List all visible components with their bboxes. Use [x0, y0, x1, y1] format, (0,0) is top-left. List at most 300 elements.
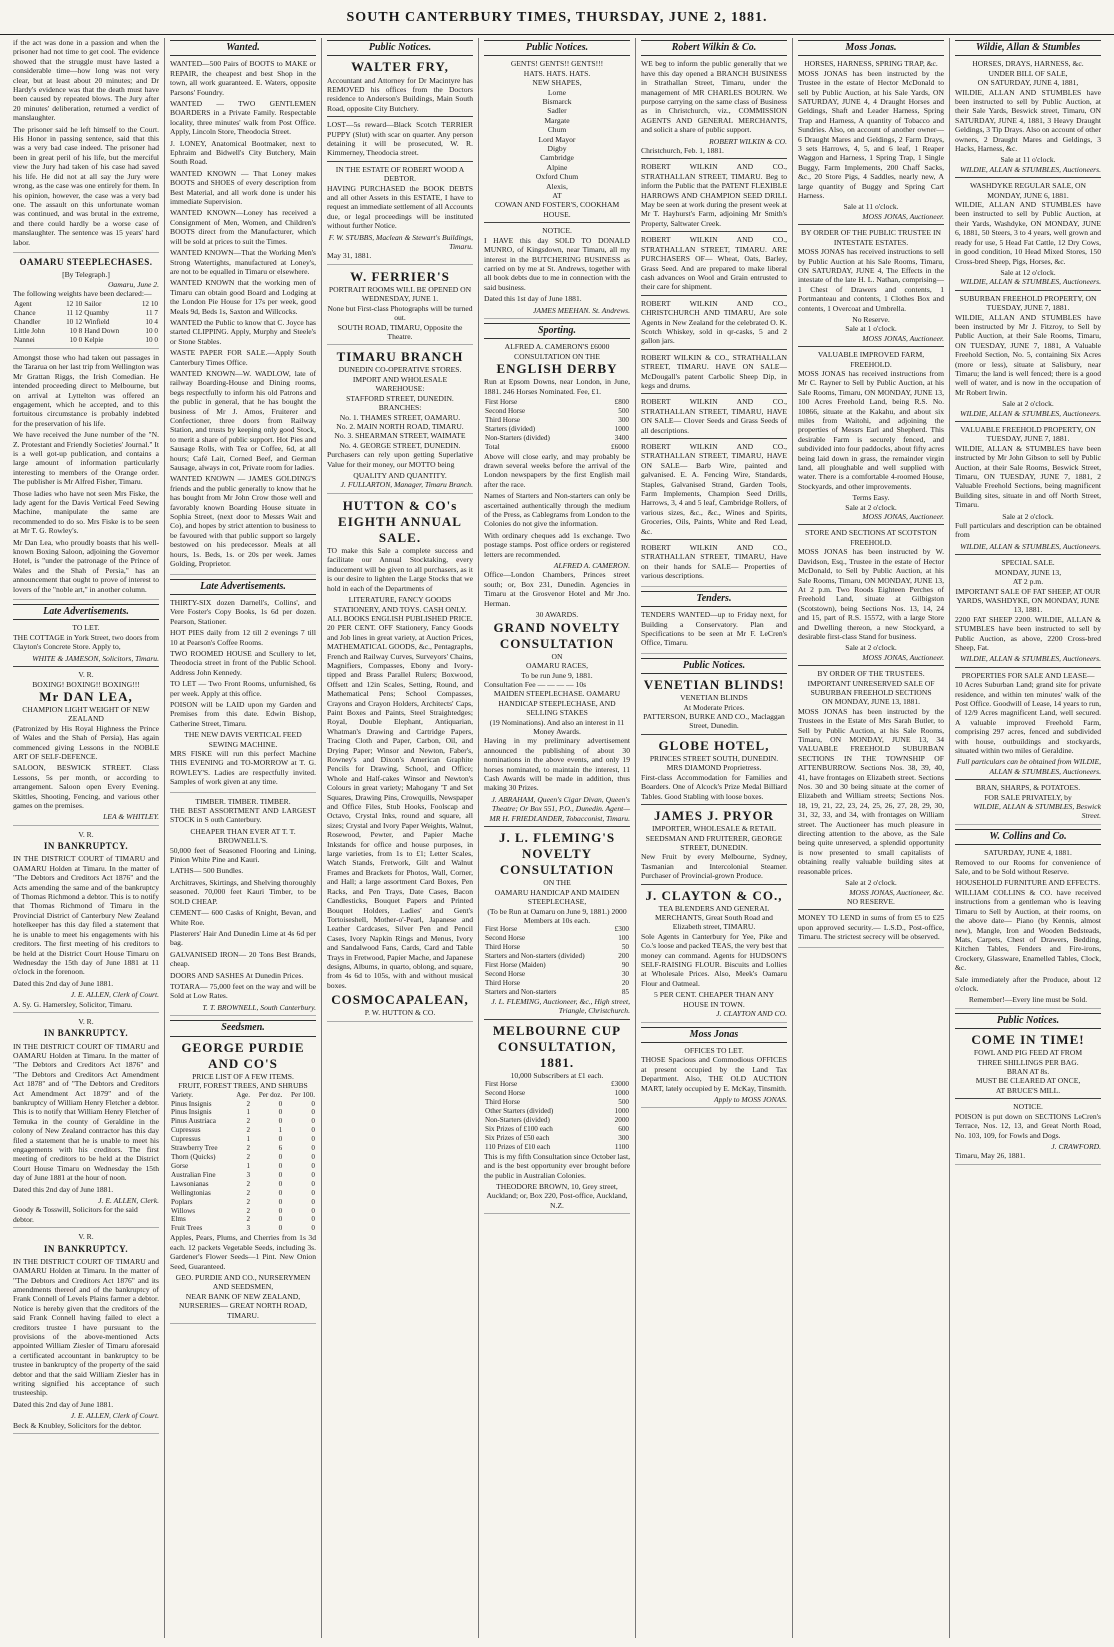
ad-heading: OAMARU RACES, [525, 661, 589, 671]
sale-text: MOSS JONAS has received instructions to sell by Public Auction at his Sale Rooms, Timaru, ON SATURDAY, JUNE 4, The Effects in the intestate of the late H. L. Nathan, comprising— 1 Chest of Drawers and contents, 1 Portmanteau and contents, 1 Clothes Box and contents, 1 Overcoat and Umbrella. [798, 247, 944, 313]
sale-signature: MOSS JONAS, Auctioneer. [862, 512, 944, 522]
ad-text: WE beg to inform the public generally that we have this day opened a BRANCH BUSINESS in Strathallan Street, Timaru, under the management of MR CHARLES BOURN. We purpose carrying on the same class of Business as in Christchurch, viz., COMMISSION AGENTS AND GENERAL MERCHANTS, and solicit a share of public support. [641, 59, 787, 135]
sale-signature: Full particulars can be obtained from WILDIE, ALLAN & STUMBLES, Auctioneers. [956, 757, 1101, 776]
table-row: Agent 12 10 Sailor 12 10 [14, 300, 158, 309]
table-row: Third Horse 20 [485, 978, 629, 987]
ad-heading: HATS. HATS. HATS. [523, 68, 591, 78]
table-row: Nannei 10 0 Kelpie 10 0 [14, 336, 158, 344]
ad-item: Architraves, Skirtings, and Shelving thoroughly seasoned. 70,000 feet Kauri Timber, to be SOLD CHEAP. [170, 877, 316, 906]
sale-time: Sale at 2 o'clock. [845, 502, 897, 512]
table-row: Third Horse 500 [485, 1098, 629, 1107]
table-row: Total £6000 [485, 442, 629, 451]
section-heading: Wildie, Allan & Stumbles [955, 40, 1101, 56]
sale-heading: BRAN, SHARPS, & POTATOES. [975, 783, 1081, 793]
bankruptcy-notice-2 [13, 1017, 159, 1228]
ad-date: Dated this 1st day of June 1881. [484, 294, 582, 304]
ad-item: 50,000 feet of Seasoned Flooring and Lining, Pinion White Pine and Kauri. [170, 845, 316, 865]
late-ad: THIRTY-SIX dozen Darnell's, Collins', and Vere Foster's Copy Books, 1s 6d per dozen. Pearson, Stationer. [170, 597, 316, 626]
sale-text: WILDIE, ALLAN AND STUMBLES have been instructed to sell by Public Auction, at their Yards, Washdyke, ON MONDAY, JUNE 6, 1881, 50 Steers, 3 to 4 years, well grown and ready for use, 5 Head Fat Cattle, 12 Dry Cows, in good condition, 10 Head Mixed Stores, 150 Cross-bred Sheep, Pigs, Horses, &c. [955, 200, 1101, 266]
notice-text: IN THE DISTRICT COURT of TIMARU and OAMARU Holden at Timaru. In the matter of "The Debtors and Creditors Act 1876" and the Acts amending the same and of the bankruptcy of Thomas Richmond a debtor. This is to notify that Thomas Richmond of Timaru in the Provincial District of Canterbury New Zealand hotelkeeper has this day filed a statement that he is unable to meet his engagements with his creditors. The first meeting of his creditors to be held at the District Court House Timaru on Wednesday the 15th day of June 1881 at 11 o'clock in the forenoon. [13, 854, 159, 977]
sale-text: FOR SALE PRIVATELY, by [984, 792, 1072, 802]
sale-time: Sale at 2 o'clock. [1002, 511, 1054, 521]
table-row: Non-Starters (divided) 2000 [485, 1116, 629, 1125]
bankruptcy-notice-1 [13, 830, 159, 1013]
ad-subtitle: FRUIT, FOREST TREES, AND SHRUBS [178, 1081, 308, 1091]
table-row: Pinus Insignis 1 0 0 [171, 1108, 315, 1117]
table-row: First Horse (Maiden) 90 [485, 961, 629, 970]
ad-text: Run at Epsom Downs, near London, in June, 1881. 246 Horses Nominated. Fee, £1. [484, 377, 630, 396]
wanted-ad: WANTED—500 Pairs of BOOTS to MAKE or REPAIR, the cheapest and best Shop in the town, all work guaranteed. E. Waters, opposite Parsons' Foundry. [170, 59, 316, 97]
public-notices-4 [955, 1013, 1101, 1165]
ad-text: To be run June 9, 1881. [521, 670, 593, 680]
sale-date: ON MONDAY, JUNE 13, 1881. [821, 697, 921, 707]
sale-time: AT 2 p.m. [1012, 577, 1044, 587]
branch-item: No. 4. GEORGE STREET, DUNEDIN. [339, 440, 461, 450]
ad-text: TO make this Sale a complete success and facilitate our Annual Stocktaking, every inducement will be given to all purchasers, as it is our desire to lighten the Large Stocks that we hold in each of the Departments of [327, 546, 473, 593]
sale-date: ON SATURDAY, JUNE 4, 1881, [977, 78, 1079, 88]
sale-date: MONDAY, JUNE 13, [994, 567, 1062, 577]
collins-ad [955, 829, 1101, 1009]
ad-heading: OAMARU HANDICAP AND MAIDEN STEEPLECHASE, [494, 887, 620, 907]
ad-title: HUTTON & CO's EIGHTH ANNUAL SALE. [338, 497, 462, 545]
ad-title: W. FERRIER'S [350, 268, 450, 284]
section-heading: Public Notices. [327, 40, 473, 56]
ad-item: CEMENT— 600 Casks of Knight, Bevan, and White Roe. [170, 908, 316, 927]
ad-text: New Fruit by every Melbourne, Sydney, Tasmanian and Intercolonial Steamer. Purchaser of Provincial-grown Produce. [641, 852, 787, 881]
wilkin-block: ROBERT WILKIN AND CO., CHRISTCHURCH AND TIMARU, Are sole Agents in New Zealand for the celebrated O. K. Scotch Whiskey, sold in qr-casks, 5 and 2 gallon jars. [641, 298, 787, 346]
section-heading: Wanted. [170, 40, 316, 56]
ad-text: None but First-class Photographs will be turned out. [327, 303, 473, 323]
hat-item: Cambridge [540, 153, 574, 163]
wilkin-block: ROBERT WILKIN AND CO., STRATHALLAN STREET, TIMARU, Have on their hands for SALE— Properties of various descriptions. [641, 543, 787, 581]
ad-signature: PATTERSON, BURKE AND CO., Maclaggan Street, Dunedin. [643, 712, 785, 731]
wanted-ad: WANTED KNOWN — That Loney makes BOOTS and SHOES of every description from Best Material, and all work done is under his immediate Supervision. [170, 168, 316, 207]
wanted-ad: WANTED KNOWN that the working men of Timaru can obtain good Board and Lodging at the London Pie House for 17s per week, good Meals 9d, Beds 1s, Saxton and Willcocks. [170, 278, 316, 316]
ad-address: SOUTH ROAD, TIMARU, Opposite the Theatre. [337, 322, 463, 341]
notice-dated: Dated this 2nd day of June 1881. [13, 1399, 114, 1409]
late-advertisements-2 [170, 579, 316, 793]
ad-text: ON [551, 651, 563, 661]
table-row: First Horse £800 [485, 398, 629, 407]
ad-title: VENETIAN BLINDS! [643, 677, 785, 693]
local-news [13, 353, 159, 600]
table-row: Wellingtonias 2 0 0 [171, 1188, 315, 1197]
sale-text: MOSS JONAS has been instructed by W. Davidson, Esq., Trustee in the estate of Hector McDonald, to Sell by Public Auction, at his Sale Rooms, Timaru, ON MONDAY, JUNE 13, At 2 p.m. Two Roods Eighteen Perches of Freehold Land, situate at Gilbigston (Scotstown), being Sections Nos. 13, 14, 24 and 15, part of R.S. 15572, with a large Store and Dwelling thereon, a new Stockyard, a desirable first-class Stand for business. [798, 547, 944, 641]
sale-heading: PROPERTIES FOR SALE AND LEASE— [961, 670, 1095, 680]
ad-text: Having in my preliminary advertisement announced the publishing of about 30 nominations in the above events, and only 19 horses nominated, to maintain the interest, 11 Cash Awards will be made in addition, thus making 30 Prizes. [484, 736, 630, 793]
ad-signature: GEO. PURDIE AND CO., NURSERYMEN AND SEEDSMEN, [175, 1272, 311, 1292]
ad-text: Above will close early, and may probably be drawn several weeks before the arrival of the London newspapers by the first English mail after the race. [484, 451, 630, 489]
ad-signature: THEODORE BROWN, 10, Grey street, Auckland; or, Box 220, Post-office, Auckland, N.Z. [486, 1181, 628, 1210]
sale-heading: WASHDYKE REGULAR SALE, ON MONDAY, JUNE 6, 1881. [969, 181, 1086, 200]
sale-heading: SPECIAL SALE. [1001, 558, 1055, 568]
table-row: Six Prizes of £100 each 600 [485, 1124, 629, 1133]
bankruptcy-notice-3 [13, 1232, 159, 1434]
table-row: Pinus Austriaca 2 0 0 [171, 1117, 315, 1126]
ad-heading: NOTICE. [1013, 1102, 1043, 1112]
weights-table [13, 300, 159, 345]
notice-text: IN THE DISTRICT COURT OF TIMARU and OAMARU Holden at Timaru. In the matter of "The Debtors and Creditors Act 1876" and "The Debtors and Creditors Act Amendment Act 1878" and of "The Debtors and Creditors Act Amendment Act 1879" and of the bankruptcy of William Henry Fletcher a debtor. This is to notify that William Henry Fletcher of Temuka in the county of Geraldine in the colony of New Zealand contractor has this day filed a statement that he is unable to meet his engagements with his creditors. The first meeting of creditors to be held at the District Court House Timaru on Wednesday the 15th day of June 1881 at the hour of noon. [13, 1041, 159, 1183]
ad-text: MRS DIAMOND Proprietress. [666, 763, 762, 773]
sale-note: NO RESERVE. [847, 896, 895, 906]
steeplechase-report [13, 257, 159, 349]
ad-title: TIMARU BRANCH [336, 349, 464, 365]
wilkin-block: ROBERT WILKIN AND CO., STRATHALLAN STREET, TIMARU, HAVE ON SALE— Barb Wire, painted and galvanised. E. A. Fencing Wire, Standards, Staples, Galvanised Strand, Garden Tools, Farm Implements, Champion Seed Drills, Harrows, 3, 4 and 5 leaf, Cambridge Rollers, of various sizes, &c., &c., Wines and Spirits, Groceries, Oils, Paints, White and Red Lead, &c. [641, 442, 787, 536]
ad-text: (To be Run at Oamaru on June 9, 1881.) 2000 Members at 10s each. [487, 906, 627, 925]
sale-text: WILDIE, ALLAN & STUMBLES have been instructed by Mr John Gibson to sell by Public Auction, at their Sale Rooms, Beswick Street, Timaru, ON TUESDAY, JUNE 7, 1881, 2 Valuable Freehold Sections, being magnificent Building sites, situate in and off North Street, Timaru. [955, 443, 1101, 510]
table-row: 110 Prizes of £10 each 1100 [485, 1142, 629, 1151]
wanted-ad: WANTED KNOWN—W. WADLOW, late of railway Boarding-House and Dining rooms, begs respectfully to inform his old Patrons and the public in general, that he has bought the business of Mr J. Amos, Fruiterer and Confectioner, three doors from Railway Station, and trusts by keeping only good Stock, to merit a share of public support. Hot Pies and Sausage Rolls, with Tea or Coffee, 6d, at all hours; Café Lait, Corned Beef, and German Sausage, always in cot, Private room for ladies. [170, 368, 316, 473]
ad-heading: NOTICE. [542, 226, 572, 236]
ad-title: COSMOCAPALEAN, [331, 992, 469, 1008]
sale-text: MOSS JONAS has been instructed by the Trustees in the Estate of Mrs Sarah Butler, to Sell by Public Auction, at his Sale Rooms, Timaru, ON MONDAY, JUNE 13, 34 VALUABLE FREEHOLD SUBURBAN SECTIONS IN THE TOWNSHIP OF ATTENBURROW. Sections Nos. 38, 39, 40, 41, have frontages on Elizabeth street. Sections Nos. 30 and 30 being situate at the corner of Elizabeth and William streets; Sections Nos. 18, 19, 21, 22, 23, 24, 25, 26, 27, 28, 29, 30, 31, 32, 33, and 34, with frontages on William street. The Auctioneer has much pleasure in directing attention to the above, as the Sale being quite unreserved, a splendid opportunity is now presented to small capitalists of obtaining really valuable building sites at reasonable prices. [798, 706, 944, 876]
prize-table [484, 1080, 630, 1151]
sale-heading: SUBURBAN FREEHOLD PROPERTY, ON TUESDAY, JUNE 7, 1881. [959, 293, 1097, 313]
prize-table [484, 398, 630, 452]
court-report-text: if the act was done in a passion and when the prisoner had not time to get cool. The evidence showed that the struggle must have lasted a considerable time—how long was not very clear, but at least about 20 minutes; and Dr Hardy's evidence was that the death must have been caused by repeated blows. The Jury after 20 minutes' deliberation, returned a verdict of manslaughter. [13, 38, 159, 123]
table-row: Lawsonianas 2 0 0 [171, 1179, 315, 1188]
ad-title: COME IN TIME! [971, 1032, 1085, 1048]
ad-subtitle: MAIDEN STEEPLECHASE. OAMARU HANDICAP STEEPLECHASE, AND SELLING STAKES [493, 689, 621, 718]
column-4 [479, 38, 636, 1638]
ad-text: I HAVE this day SOLD TO DONALD MUNRO, of Kingsdown, near Timaru, all my interest in the BUTCHERING BUSINESS as carried on by me at St. Andrews, together with all book debts due to me in connection with the said business. [484, 235, 630, 292]
ad-heading: 5 PER CENT. CHEAPER THAN ANY HOUSE IN TOWN. [654, 990, 774, 1009]
prize-table [484, 925, 630, 996]
ad-subtitle: CHAMPION LIGHT WEIGHT OF NEW ZEALAND [22, 705, 150, 724]
ad-signature: LEA & WHITLEY. [103, 812, 159, 822]
section-heading: Seedsmen. [170, 1020, 316, 1036]
ad-text: PORTRAIT ROOMS WILL BE OPENED ON WEDNESDAY, JUNE 1. [328, 284, 472, 304]
ad-heading: TIMBER. TIMBER. TIMBER. [195, 796, 291, 806]
hutton-ad [327, 498, 473, 1022]
table-row: Chandler 10 12 Winfield 10 4 [14, 318, 158, 327]
ad-item: LATHS— 500 Bundles. [170, 866, 244, 876]
hat-item: Oxford Chum [535, 172, 579, 182]
wilkin-block: ROBERT WILKIN AND CO., STRATHALLAN STREET, TIMARU. Beg to inform the Public that the PATENT FLEXIBLE HARROWS AND CHAMPION SEED DRILL May be seen at work during the present week at Mr T. Hayhurst's Farm, adjoining Mr Smith's Property, Saltwater Creek. [641, 162, 787, 228]
masthead [0, 0, 1114, 35]
ad-text: ON THE [543, 878, 571, 888]
sporting [484, 323, 630, 1214]
ferrier-ad [327, 269, 473, 346]
sale-note: Remember!—Every line must be Sold. [968, 995, 1088, 1005]
sale-text: 2200 FAT SHEEP 2200. WILDIE, ALLAN & STUMBLES have been instructed to sell by Public Auction, as above, 2200 Cross-bred Sheep, Fat. [955, 614, 1101, 652]
wanted-ad: WANTED the Public to know that C. Joyce has started CLIPPING. Apply, Murphy and Steele's or Stone Stables. [170, 317, 316, 346]
late-ad: MRS FISKE will run this perfect Machine THIS EVENING and TO-MORROW at T. G. ROWLEY'S. Ladies are respectfully invited. Samples of work given at any time. [170, 749, 316, 787]
ad-text: THREE SHILLINGS PER BAG. [977, 1057, 1079, 1067]
news-paragraph: Those ladies who have not seen Mrs Fiske, the lady agent for the Davis Vertical Feed Sewing Machine, manipulate the same are recommended to do so. Mrs Fiske is to be seen at Mr T. G. Rowley's. [13, 488, 159, 536]
section-heading: Tenders. [641, 591, 787, 607]
sale-signature: WILDIE, ALLAN & STUMBLES, Auctioneers. [960, 654, 1101, 664]
sale-heading: BY ORDER OF THE TRUSTEES. IMPORTANT UNRESERVED SALE OF SUBURBAN FREEHOLD SECTIONS [807, 669, 935, 697]
column-1 [8, 38, 165, 1638]
column-6 [793, 38, 950, 1638]
ad-text: (Patronized by His Royal Highness the Prince of Wales and the Shah of Persia), Has again commenced giving Lessons in the NOBLE ART OF SELF-DEFENCE. [13, 723, 159, 762]
ad-heading: IMPORT AND WHOLESALE [352, 374, 448, 384]
ad-subtitle: LITERATURE, FANCY GOODS STATIONERY, AND TOYS. CASH ONLY. ALL BOOKS ENGLISH PUBLISHED PRICE. [327, 595, 473, 623]
sale-signature: WILDIE, ALLAN & STUMBLES, Auctioneers. [960, 541, 1101, 551]
column-5 [636, 38, 793, 1638]
ad-text: This is my fifth Consultation since October last, and is the best opportunity ever brought before the public in Australian Colonies. [484, 1151, 630, 1180]
ad-text: 10,000 Subscribers at £1 each. [510, 1070, 604, 1080]
section-heading: Public Notices. [955, 1013, 1101, 1029]
wanted-ad: WANTED KNOWN—Loney has received a Consignment of Men, Women, and Children's BOOTS direct from the Manufacturer, which will be sold at prices to suit the Times. [170, 208, 316, 246]
sale-subheading: UNDER BILL OF SALE, [988, 68, 1068, 78]
ad-subtitle: PRICE LIST OF A FEW ITEMS. [192, 1071, 294, 1081]
notice-dated: Dated this 2nd day of June 1881. [13, 978, 114, 988]
sale-time: Sale at 2 o'clock. [845, 643, 897, 653]
seedsmen-ad [170, 1020, 316, 1324]
price-table [170, 1091, 316, 1234]
sale-signature: MOSS JONAS, Auctioneer. [862, 652, 944, 662]
wanted-ad: WASTE PAPER FOR SALE.—Apply South Canterbury Times Office. [170, 348, 316, 367]
sale-signature: WILDIE, ALLAN & STUMBLES, Beswick Street. [973, 802, 1101, 821]
table-row: Australian Fine 3 0 0 [171, 1170, 315, 1179]
ad-heading: WAREHOUSE: [375, 384, 425, 394]
sale-subheading: IMPORTANT SALE OF FAT SHEEP, AT OUR YARDS, WASHDYKE, ON MONDAY, JUNE 13, 1881. [955, 586, 1101, 615]
sale-heading: BY ORDER OF THE PUBLIC TRUSTEE IN INTESTATE ESTATES. [801, 228, 941, 247]
ad-signature: Apply to MOSS JONAS. [714, 1094, 787, 1104]
ad-title: JAMES J. PRYOR [653, 807, 775, 823]
sale-text: WILLIAM COLLINS & CO. have received instructions from a gentleman who is leaving Timaru to Sell by Auction, at their rooms, on the above date— Piano (by Kennis, almost new), Mangle, Iron and Wooden Bedsteads, Mats, Carpets, Chest of Drawers, Bedding, Kitchen Tables, Fenders and Fire-irons, Crockery, Glassware, Enamelled Tables, Clock, &c. [955, 887, 1101, 973]
ad-text: THOSE Spacious and Commodious OFFICES at present occupied by the Land Tax Department. Also, THE OLD AUCTION MART, lately occupied by E. McKay, Tinsmith. [641, 1055, 787, 1093]
wanted-ad: WANTED — TWO GENTLEMEN BOARDERS in a Private Family. Respectable locality, three minutes' walk from Post Office. Apply, Lincoln Store, Theodocia Street. [170, 99, 316, 137]
ad-title: J. CLAYTON & CO., [645, 887, 783, 903]
sale-signature: MOSS JONAS, Auctioneer. [862, 211, 944, 221]
sale-heading: HORSES, DRAYS, HARNESS, &c. [972, 59, 1084, 69]
ad-title: Mr DAN LEA, [39, 688, 133, 704]
ad-text: FOWL AND PIG FEED AT FROM [973, 1048, 1083, 1058]
ad-title: WALTER FRY, [351, 59, 449, 75]
steeplechase-title: OAMARU STEEPLECHASES. [19, 256, 153, 267]
news-paragraph: Mr Dan Lea, who proudly boasts that his well-known Boxing Saloon, adjoining the Governor Hotel, is "under the patronage of the Prince of Wales and the Shah of Persia," has an announcement that ought to prove of interest to lovers of the "noble art," in another column. [13, 537, 159, 594]
table-row: Little John 10 8 Hand Down 10 0 [14, 327, 158, 336]
ad-heading: ALFRED A. CAMERON'S £6000 CONSULTATION ON THE [504, 342, 610, 361]
table-row: Cupressus 2 1 0 [171, 1126, 315, 1135]
ad-heading: 30 AWARDS. [535, 610, 579, 620]
ad-text: AT BRUCE'S MILL. [995, 1085, 1061, 1095]
wilkin-block: ROBERT WILKIN & CO., STRATHALLAN STREET, TIMARU. HAVE ON SALE— McDougall's patent Carbolic Sheep Dip, in kegs and drums. [641, 352, 787, 390]
ad-text: 20 PER CENT. OFF Stationery, Fancy Goods and Job lines in great variety, at Auction Prices, MATHEMATICAL GOODS, &c., Pentagraphs, French and Railway Curves, Surveyors' Chains, Magnifiers, Compasses, Ebony and Ivory-tipped and Brass Parallel Rulers; Boxwood, Offsett and 12in Scales, Setting, Round, and Mathematical Pens; School Compasses, Crayons and Crayon Holders, Architects' Caps, Paint Boxes and Paints, Steel Straightedges; Royal, Double Elephant, Antiquarian, Whatman's Drawing and Cartridge Papers, Tracing Cloth and Paper, Carbon, Oil, and Drying Paper; Winsor and Newton, Faber's, Rowney's and Dixon's American Graphite Pencils for Drawing, School, and Office; Whole and Half-cakes Winsor and Newton's Colours in great variety; Mahogany 'T and Set Squares, Drawing Pins, Crowquills, Newspaper and Office Files, Stub Hooks, Foolscap and Octavo, Crystal Inks, round and square, all sizes; Crystal and Ivory Paper Weights, Walnut, Rosewood, Pewter, and Papier Mache Inkstands for office and house purposes, in large varieties, from 1s to £1; Letter Scales, Watch Stands, Fretwork, Gilt and Walnut Frames and Brackets for Photos, Wall, Corner, and Hall; a large assortment Card Boxes, Pen Racks, and Pen Trays, Date Cases, Bacon Candlesticks, Bouquet Papers and Printed Bouquet Holders, Ladies' and Gent's Tortoiseshell, Mother-o'-Pearl, Japanese and Leather Cardcases, Silver Pen and Pencil Cases, Ivory Napkin Rings and Menus, Ivory and Sandalwood Fans, Cards, Card and Table Trays in Fretwood, Papier Mache, and Japanese designs, Albums, in quarto, oblong, and square, from 4s 6d to 105s, with and without musical boxes. [327, 623, 473, 990]
table-row: Chance 11 12 Quamby 11 7 [14, 309, 158, 318]
ad-item: Plasterers' Hair And Dunedin Lime at 4s 6d per bag. [170, 928, 316, 948]
table-row: Fruit Trees 3 0 0 [171, 1224, 315, 1233]
hat-item: Alpine [546, 162, 568, 172]
ad-subtitle: VENETIAN BLINDS [680, 693, 748, 703]
late-ad: TWO ROOMED HOUSE and Scullery to let, Theodocia street in front of the Public School. Address John Kennedy. [170, 648, 316, 677]
table-row: Second Horse 100 [485, 934, 629, 943]
weights-intro: The following weights have been declared:— [13, 288, 152, 298]
dateline: Oamaru, June 2. [107, 279, 159, 289]
table-row: Second Horse 1000 [485, 1089, 629, 1098]
column-3 [322, 38, 479, 1638]
ad-text: SALOON, BESWICK STREET. Class Lessons, 5s per month, or according to arrangement. Saloon open Every Evening. Skittles, Shooting, Fencing, and various other games on the premises. [13, 763, 159, 811]
notice-solicitor: Goody & Tosswill, Solicitors for the said debtor. [13, 1205, 138, 1224]
ad-text: With ordinary cheques add 1s exchange. Two postage stamps. Post office orders or registered letters are recommended. [484, 530, 630, 559]
notice-signature: J. E. ALLEN, Clerk of Court. [70, 1411, 159, 1421]
ad-text: TENDERS WANTED—up to Friday next, for Building a Conservatory. Plan and Specifications to be seen at Mr F. LeCren's Office, Timaru. [641, 610, 787, 648]
table-row: Non-Starters (divided) 3400 [485, 433, 629, 442]
hat-item: Margate [544, 115, 570, 125]
ad-heading: BRANCHES: [378, 403, 422, 413]
ad-signature: J. FULLARTON, Manager, Timaru Branch. [340, 480, 473, 490]
newspaper-title: SOUTH CANTERBURY TIMES, THURSDAY, JUNE 2, 1881. [346, 10, 768, 25]
ad-address: STAFFORD STREET, DUNEDIN. [346, 393, 454, 403]
timber-ad [170, 797, 316, 1017]
ad-title: MELBOURNE CUP CONSULTATION, 1881. [492, 1022, 622, 1070]
ad-heading: TO LET. [72, 623, 100, 633]
ad-signature: P. W. HUTTON & CO. [364, 1008, 436, 1018]
wanted-ad: WANTED KNOWN—That the Working Men's Strong Watertights, manufactured at Loney's, are not to be equalled in Timaru or elsewhere. [170, 248, 316, 276]
court-report [13, 38, 159, 253]
ad-signature: J. L. FLEMING, Auctioneer, &c., High street, Triangle, Christchurch. [491, 996, 630, 1016]
sale-text: MOSS JONAS has been instructed by the Trustee in the estate of Hector McDonald to sell by Public Auction, at his Sale Yards, ON SATURDAY, JUNE 4, 4 Draught Horses and Geldings, Shaft and Leader Harness, Spring Trap and Harness, A quantity of Tobacco and Sundries. Also, on account of another owner— 6 Draught Mares and Geldings, 2 Farm Drays, 3 sets Harrows, 4, 5, and 6 leaf, 1 Reaper Waggon and Harness, 1 Spring Trap, 1 Single Buggy, Farm Implements, 200 Chaff Sacks, &c., 20 Store Pigs, 4 Saddles, nearly new, A large quantity of Buggy and Spring Cart Harness. [798, 68, 944, 201]
notice-heading: IN BANKRUPTCY. [43, 1028, 129, 1039]
ad-text: Names of Starters and Non-starters can only be ascertained authentically through the medium of the Press, as Cablegrams from London to the Colonies do not give the information. [484, 491, 630, 529]
ad-text: THE COTTAGE in York Street, two doors from Clayton's Concrete Store. Apply to, [13, 632, 159, 652]
ad-text: Accountant and Attorney for Dr Macintyre has REMOVED his offices from the Doctors residence to Anderson's Buildings, Main South Road, opposite City Butchery. [327, 75, 473, 113]
notice-solicitor: Beck & Knubley, Solicitors for the debtor. [13, 1420, 142, 1430]
ad-item: TOTARA— 75,000 feet on the way and will be Sold at Low Rates. [170, 981, 316, 1001]
wanted-ad: WANTED KNOWN — JAMES GOLDING'S friends and the public generally to know that he has bought from Mr John Crow those well and favorably known Boarding House situate in Sophia Street, (next door to Messrs Wait and Co), and hopes by strict attention to business to be favoured with that public support so largely bestowed on his predecessor. Meals at all hours, 1s. Beds, 1s. or 20s per week. James Golding, Proprietor. [170, 474, 316, 569]
hat-item: Digby [547, 144, 567, 154]
branch-item: No. 1. THAMES STREET, OAMARU. [339, 412, 461, 422]
wanted-ad: J. LONEY, Anatomical Bootmaker, next to Ephraim and Bidwell's City Butchery, Main South Road. [170, 138, 316, 167]
branch-item: No. 3. SHEARMAN STREET, WAIMATE [334, 431, 466, 441]
hat-item: Bismarck [542, 97, 572, 107]
table-row: Cupressus 1 0 0 [171, 1135, 315, 1144]
sale-signature: WILDIE, ALLAN & STUMBLES, Auctioneers. [960, 277, 1101, 287]
ad-text: First-class Accommodation for Families and Boarders. One of Alcock's Prize Medal Billiard Tables. Good Stabling with loose boxes. [641, 772, 787, 801]
vr-mark: V. R. [78, 1232, 94, 1242]
table-row: Gorse 1 0 0 [171, 1161, 315, 1170]
ad-signature: J. CLAYTON AND CO. [716, 1009, 787, 1019]
column-2 [165, 38, 322, 1638]
sale-heading: HOUSEHOLD FURNITURE AND EFFECTS. [955, 878, 1101, 888]
column-7 [950, 38, 1106, 1638]
cooperative-ad [327, 349, 473, 493]
ad-text: Purchasers can rely upon getting Superlative Value for their money, our MOTTO being [327, 450, 473, 469]
ad-subtitle: DUNEDIN CO-OPERATIVE STORES. [338, 365, 462, 375]
table-row: Starters and Non-starters (divided) 200 [485, 952, 629, 961]
branch-item: No. 2. MAIN NORTH ROAD, TIMARU. [336, 421, 464, 431]
late-ad: TO LET — Two Front Rooms, unfurnished, 6s per week. Apply at this office. [170, 679, 316, 698]
vr-mark: V. R. [78, 1016, 94, 1026]
hat-item: Sadler [547, 106, 567, 116]
ad-text: Office—London Chambers, Princes street south; or, Box 231, Dunedin. Agencies in Timaru at the Grosvenor Hotel and Mr Jno. Herman. [484, 570, 630, 608]
table-row: Willows 2 0 0 [171, 1206, 315, 1215]
ad-address: NEAR BANK OF NEW ZEALAND, NURSERIES— GREAT NORTH ROAD, TIMARU. [178, 1291, 308, 1320]
sale-text: WILDIE, ALLAN AND STUMBLES have been instructed to sell by Public Auction, at their Sale Yards, Beswick street, Timaru, ON SATURDAY, JUNE 4, 1881, 3 Heavy Draught Geldings, 3 Tip Drays. Also on account of other owners, 2 Draught Mares and Geldings, 3 Hacks, Harness, &c. [955, 87, 1101, 154]
hat-item: Lord Mayor [538, 134, 576, 144]
sale-note: No Reserve. [852, 314, 890, 324]
ad-motto: QUALITY AND QUANTITY. [353, 470, 447, 480]
ad-text: AT [552, 191, 562, 201]
wilkin-block: ROBERT WILKIN AND CO., STRATHALLAN STREET, TIMARU. ARE PURCHASERS OF— Wheat, Oats, Barley, Grass Seed. And are prepared to make liberal cash advances on Wool and Grain entrusted to their care for shipment. [641, 235, 787, 292]
ad-text: Consultation Fee — — — — 10s [484, 679, 587, 689]
table-row: Third Horse 50 [485, 943, 629, 952]
sale-time: Sale at 12 o'clock. [1000, 267, 1056, 277]
notice-signature: J. E. ALLEN, Clerk of Court. [70, 990, 159, 1000]
ad-subtitle: NEW SHAPES, [532, 78, 582, 88]
sale-signature: MOSS JONAS, Auctioneer, &c. [849, 887, 944, 897]
ad-signature: WHITE & JAMESON, Solicitors, Timaru. [32, 653, 159, 663]
table-row: Other Starters (divided) 1000 [485, 1107, 629, 1116]
ad-signature: J. CRAWFORD. [1051, 1141, 1101, 1151]
table-row: Thorn (Quicks) 2 0 0 [171, 1153, 315, 1162]
ad-signature: F. W. STUBBS, Maclean & Stewart's Buildings, Timaru. [328, 232, 473, 251]
ad-signature: T. T. BROWNELL, South Canterbury. [202, 1002, 316, 1012]
sale-text: WILDIE, ALLAN AND STUMBLES have been instructed by Mr J. Fitzroy, to Sell by Public Auction, at their Sale Rooms, Timaru, ON TUESDAY, JUNE 7, 1881, A Valuable Freehold Section, No. 5, containing Six Acres (more or less), situate at Salisbury, near Timaru; the land is well fenced; there is a good well of water, and is now in the occupation of Mr Robert Irwin. [955, 312, 1101, 397]
sale-text: MOSS JONAS has received instructions from Mr C. Rayner to Sell by Public Auction, at his Sale Rooms, Timaru, ON MONDAY, JUNE 13, 100 Acres Freehold Land, being R.S. No. 10866, situate at the Kakahu, and about six miles from Waitohi, and adjoining the properties of Messrs Earl and Shepherd. This desirable Farm is securely fenced, and subdivided into four paddocks, about fifty acres being laid down in grass, the remainder virgin land, all ploughable and well supplied with water. There is a comfortable 4-roomed House, Stockyards, and other improvements. [798, 368, 944, 491]
ad-title: GLOBE HOTEL, [658, 737, 770, 753]
ad-heading: BOXING! BOXING!! BOXING!!! [32, 679, 140, 689]
ad-title: J. L. FLEMING'S NOVELTY CONSULTATION [498, 830, 616, 878]
table-row: Starters (divided) 1000 [485, 424, 629, 433]
sale-signature: MOSS JONAS, Auctioneer. [862, 333, 944, 343]
hat-item: Chum [547, 125, 567, 135]
notice-text: IN THE DISTRICT COURT OF TIMARU and OAMARU Holden at Timaru. In the matter of "The Debtors and Creditors Act 1876" and its amendments thereof and of the bankruptcy of Frank Connell of Levels Plains farmer a debtor. Notice is hereby given that the creditors of the said Frank Connell having failed to elect a creditors trustee I have pursuant to the provisions of the above-mentioned Acts appointed William Ziesler of Timaru aforesaid a certificated accountant in bankruptcy to be trustee in bankruptcy of the property of the said debtor and that the said William Ziesler has in writing signified his acceptance of such trusteeship. [13, 1256, 159, 1398]
ad-address: PRINCES STREET SOUTH, DUNEDIN. [649, 753, 779, 763]
ad-signature: ALFRED A. CAMERON. [553, 561, 630, 571]
news-paragraph: We have received the June number of the "N. Z. Protestant and Friendly Societies' Journal." It is a well got-up publication, and contains a large amount of information particularly interesting to members of the Orange order. The publisher is Mr Alfred Fisher, Timaru. [13, 430, 159, 487]
hat-item: Alexis, [546, 181, 568, 191]
tenders [641, 591, 787, 654]
wildie-sales [955, 40, 1101, 825]
table-row: Starters and Non-starters 85 [485, 987, 629, 996]
notice-dated: Dated this 2nd day of June 1881. [13, 1184, 114, 1194]
hat-item: Lorne [547, 87, 567, 97]
table-row: Elms 2 0 0 [171, 1215, 315, 1224]
late-advertisements [13, 604, 159, 826]
late-ad: POISON will be LAID upon my Garden and Premises from this date. Edwin Bishop, Catherine Street, Timaru. [170, 699, 316, 728]
section-heading: Late Advertisements. [13, 604, 159, 620]
ad-text: At Moderate Prices. [683, 702, 745, 712]
notice-heading: IN BANKRUPTCY. [43, 1243, 129, 1254]
ad-signature: ROBERT WILKIN & CO. [709, 136, 787, 146]
ad-subtitle: IMPORTER, WHOLESALE & RETAIL SEEDSMAN AND FRUITERER, GEORGE STREET, DUNEDIN. [645, 824, 783, 852]
money-lend-ad: MONEY TO LEND in sums of from £5 to £25 upon approved security.— L.S.D., Post-office, Timaru. The strictest secrecy will be observed. [798, 913, 944, 942]
jonas-offices [641, 1027, 787, 1109]
sale-note: Terms Easy. [852, 493, 890, 503]
ad-text: LOST—5s reward—Black Scotch TERRIER PUPPY (Slut) with scar on quarter. Any person detaining it will be prosecuted, W. R. Kimmerney, Theodocia street. [327, 120, 473, 158]
ad-heading: GENTS! GENTS!! GENTS!!! [510, 59, 604, 69]
telegraph-credit: [By Telegraph.] [62, 270, 110, 280]
sale-time: Sale at 2 o'clock. [1002, 399, 1054, 409]
ad-date: Christchurch, Feb. 1, 1881. [641, 146, 724, 156]
table-header: Variety. Age. Per doz. Per 100. [171, 1090, 315, 1099]
page-columns [8, 38, 1106, 1638]
sale-heading: HORSES, HARNESS, SPRING TRAP, &c. [804, 59, 938, 69]
ad-text: BRAN AT 8s. [1006, 1067, 1050, 1077]
ad-date: Timaru, May 26, 1881. [955, 1151, 1026, 1161]
table-row: Second Horse 500 [485, 407, 629, 415]
ad-item: GALVANISED IRON— 20 Tons Best Brands, cheap. [170, 949, 316, 969]
sale-heading: VALUABLE IMPROVED FARM, FREEHOLD. [817, 350, 925, 369]
late-ad: HOT PIES daily from 12 till 2 evenings 7 till 10 at Pearson's Coffee Rooms. [170, 628, 316, 647]
ad-text: THE BEST ASSORTMENT AND LARGEST STOCK in S outh Canterbury. [170, 806, 316, 825]
ad-subtitle: CHEAPER THAN EVER AT T. T. BROWNELL'S. [190, 826, 296, 846]
sale-note: Sale immediately after the Produce, about 12 o'clock. [955, 974, 1101, 993]
ad-signature: J. ABRAHAM, Queen's Cigar Divan, Queen's Theatre; Or Box 551, P.O., Dunedin. Agent—MR H. FRIEDLANDER, Tobacconist, Timaru. [489, 794, 630, 823]
wilkin-block: ROBERT WILKIN AND CO., STRATHALLAN STREET, TIMARU, HAVE ON SALE— Clover Seeds and Grass Seeds of all descriptions. [641, 397, 787, 435]
notice-signature: J. E. ALLEN, Clerk. [98, 1196, 159, 1206]
section-heading: Sporting. [484, 323, 630, 339]
sale-note: Full particulars and description can be obtained from [955, 521, 1101, 540]
wanted-ads [170, 40, 316, 575]
ad-text: MUST BE CLEARED AT ONCE, [975, 1076, 1081, 1086]
sale-time: Sale at 11 o'clock. [843, 202, 899, 212]
section-heading: Robert Wilkin & Co. [641, 40, 787, 56]
